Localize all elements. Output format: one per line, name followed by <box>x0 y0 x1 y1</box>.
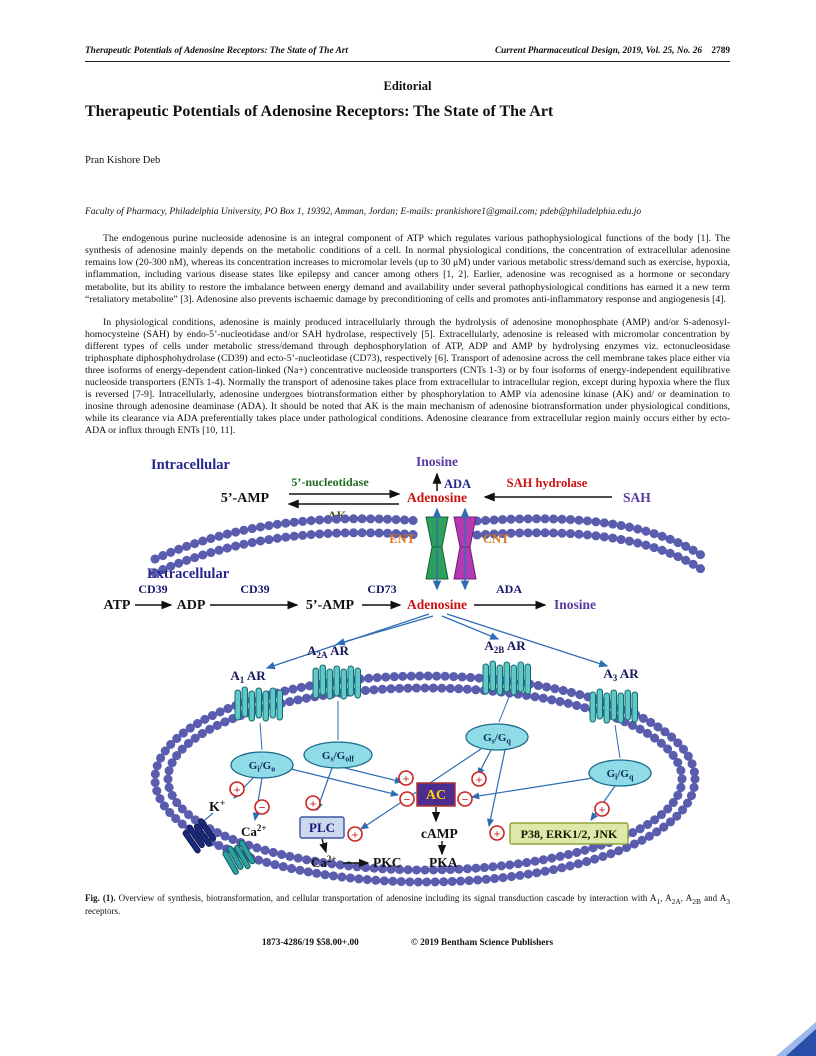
ak-label: AK <box>327 508 347 523</box>
svg-text:+: + <box>233 782 241 797</box>
cd39-2-label: CD39 <box>240 581 270 596</box>
p38-erk-jnk-label: P38, ERK1/2, JNK <box>520 826 618 841</box>
plus-sign <box>230 782 244 797</box>
page-footer <box>85 938 730 948</box>
adenosine-top-label: Adenosine <box>406 489 468 505</box>
pkc-label: PKC <box>373 854 402 870</box>
gi-go-label: $G_i/G_o$ <box>248 759 276 774</box>
svg-text:+: + <box>598 802 606 817</box>
svg-text:+: + <box>402 771 410 786</box>
ada-top-label: ADA <box>444 476 472 491</box>
a1-receptor-label: $A_1$ AR <box>230 667 266 685</box>
svg-text:+: + <box>309 796 317 811</box>
gs-golf-label: $G_s/G_{olf}$ <box>321 749 355 764</box>
amp-top-label: 5’-AMP <box>220 490 270 506</box>
nucleotidase-label: 5’-nucleotidase <box>291 474 369 489</box>
page-number: 2789 <box>711 46 730 56</box>
body-paragraph-1: The endogenous purine nucleoside adenosine is an integral component of ATP which regulates various pathophysiological functions of the body [1]. The synthesis of adenosine mainly depends on the metabolic conditions of a cell. In normal physiological conditions, the concentration of extracellular adenosine remains low (20-300 nM), whereas its concentration increases to micromolar levels (up to 30 μM) under various metabolic stress/demand such as exercise, hypoxia, inflammation, including various disease states like epilepsy and cancer among others [1, 2]. Earlier, adenosine was recognised as a hormone or secondary metabolite, but its ability to restore the imbalance between energy demand and availability under several pathophysiological conditions has earned it a new term “retaliatory metabolite” [3]. Adenosine also prevents ischaemic damage by preconditioning of cells and promotes anti-inflammatory response and angiogenesis [4]. <box>85 233 730 305</box>
calcium-lower-label: $Ca^{2+}$ <box>311 853 337 870</box>
calcium-upper-label: $Ca^{2+}$ <box>241 822 267 839</box>
cd39-1-label: CD39 <box>138 581 168 596</box>
page-corner-decoration-inner <box>786 1029 816 1056</box>
author-affiliation: Faculty of Pharmacy, Philadelphia University, PO Box 1, 19392, Amman, Jordan; E-mails: prankishore1@gmail.com; pdeb@philadelphia.edu.jo <box>85 207 642 217</box>
figure-1 <box>85 447 730 889</box>
cnt-label: CNT <box>483 531 510 546</box>
a1-receptor-bundle <box>235 687 283 721</box>
issn-price: 1873-4286/19 $58.00+.00 <box>261 938 359 949</box>
amp-row-label: 5’-AMP <box>305 597 355 613</box>
plc-label: PLC <box>309 819 335 835</box>
a2b-receptor-label: $A_{2B}$ AR <box>484 637 526 655</box>
sah-label: SAH <box>623 489 651 505</box>
gs-gq-label: $G_s/G_q$ <box>483 731 511 746</box>
intracellular-section <box>151 454 651 523</box>
plus-sign <box>490 826 504 841</box>
svg-text:+: + <box>493 826 501 841</box>
intracellular-label: Intracellular <box>151 456 230 473</box>
ada-row-label: ADA <box>496 581 522 596</box>
body-paragraph-2: In physiological conditions, adenosine is mainly produced intracellularly through the hydrolysis of adenosine monophosphate (AMP) and/or S-adenosyl-homocysteine (SAH) by endo-5’-nucleotidase and/or SAH hydrolase, respectively [5]. Extracellularly, adenosine is released with micromolar concentration by different types of cells under metabolic stress/demand through dephosphorylation of ATP, ADP and AMP by hydrolysing enzymes viz. ectonucleosidase triphosphate diphosphohydrolase (CD39) and ecto-5’-nucleotidase (CD73), respectively [6]. Transport of adenosine across the cell membrane takes place either via three isoforms of energy-dependent cation-linked (Na+) concentrative nucleoside transporters (CNTs 1-3) or by four isoforms of energy-independent equilibrative nucleoside transporters (ENTs 1-4). Normally the transport of adenosine takes place from extracellular to intracellular region, except during hypoxia where the flux is reversed [7-9]. Intracellularly, adenosine undergoes biotransformation either by phosphorylation to AMP via adenosine kinase (AK) and/ or deamination to inosine through adenosine deaminase (ADA). It should be noted that AK is the main mechanism of adenosine biotransformation under physiological conditions, while its clearance via ADA preferentially takes place under pathological conditions. Adenosine clearance from extracellular region mainly occurs either by ecto-ADA or influx through ENTs [10, 11]. <box>85 316 730 437</box>
atp-label: ATP <box>103 597 131 613</box>
plus-sign <box>306 796 320 811</box>
cd73-label: CD73 <box>367 581 397 596</box>
a2b-receptor-bundle <box>483 661 531 695</box>
ent-label: ENT <box>389 531 415 546</box>
a2a-receptor-label: $A_{2A}$ AR <box>307 642 349 660</box>
section-label: Editorial <box>383 79 432 93</box>
svg-text:−: − <box>258 800 266 815</box>
journal-name: Current Pharmaceutical Design, 2019, Vol. 25, No. 26 <box>494 46 703 56</box>
running-header <box>85 46 730 62</box>
svg-text:−: − <box>403 792 411 807</box>
running-title: Therapeutic Potentials of Adenosine Receptors: The State of The Art <box>85 46 348 56</box>
plus-sign <box>399 771 413 786</box>
pka-label: PKA <box>429 854 458 870</box>
a3-receptor-bundle <box>590 689 638 723</box>
minus-sign <box>400 792 414 807</box>
a2a-receptor-bundle <box>313 665 361 699</box>
svg-text:+: + <box>475 772 483 787</box>
potassium-label: K+ <box>209 798 226 815</box>
adp-label: ADP <box>176 597 206 613</box>
author-name: Pran Kishore Deb <box>85 155 161 166</box>
sah-hydrolase-label: SAH hydrolase <box>506 475 588 490</box>
extracellular-reaction-row <box>104 582 597 613</box>
svg-text:−: − <box>461 792 469 807</box>
plus-sign <box>348 827 362 842</box>
figure-caption <box>85 893 730 918</box>
copyright: © 2019 Bentham Science Publishers <box>410 938 554 949</box>
svg-text:+: + <box>351 827 359 842</box>
figure-caption-text: Overview of synthesis, biotransformation, and cellular transportation of adenosine including its signal transduction cascade by interaction with $A_1$, $A_{2A}$, $A_{2B}$ and $A_3$ receptors. <box>85 892 730 917</box>
gi-gq-label: $G_i/G_q$ <box>606 767 634 782</box>
figure-1-svg <box>85 447 735 889</box>
figure-caption-lead: Fig. (1). <box>85 892 116 903</box>
a3-receptor-label: $A_3$ AR <box>603 665 639 683</box>
ac-label: AC <box>425 787 447 803</box>
adenosine-row-label: Adenosine <box>406 596 468 612</box>
minus-sign <box>255 800 269 815</box>
inosine-top-label: Inosine <box>415 453 459 469</box>
journal-info <box>495 46 730 56</box>
extracellular-label: Extracellular <box>147 565 230 582</box>
article-title: Therapeutic Potentials of Adenosine Receptors: The State of The Art <box>85 103 554 120</box>
plus-sign <box>595 802 609 817</box>
plus-sign <box>472 772 486 787</box>
camp-label: cAMP <box>421 825 458 841</box>
minus-sign <box>458 792 472 807</box>
inosine-row-label: Inosine <box>553 596 597 612</box>
adenosine-receptors <box>230 638 639 723</box>
